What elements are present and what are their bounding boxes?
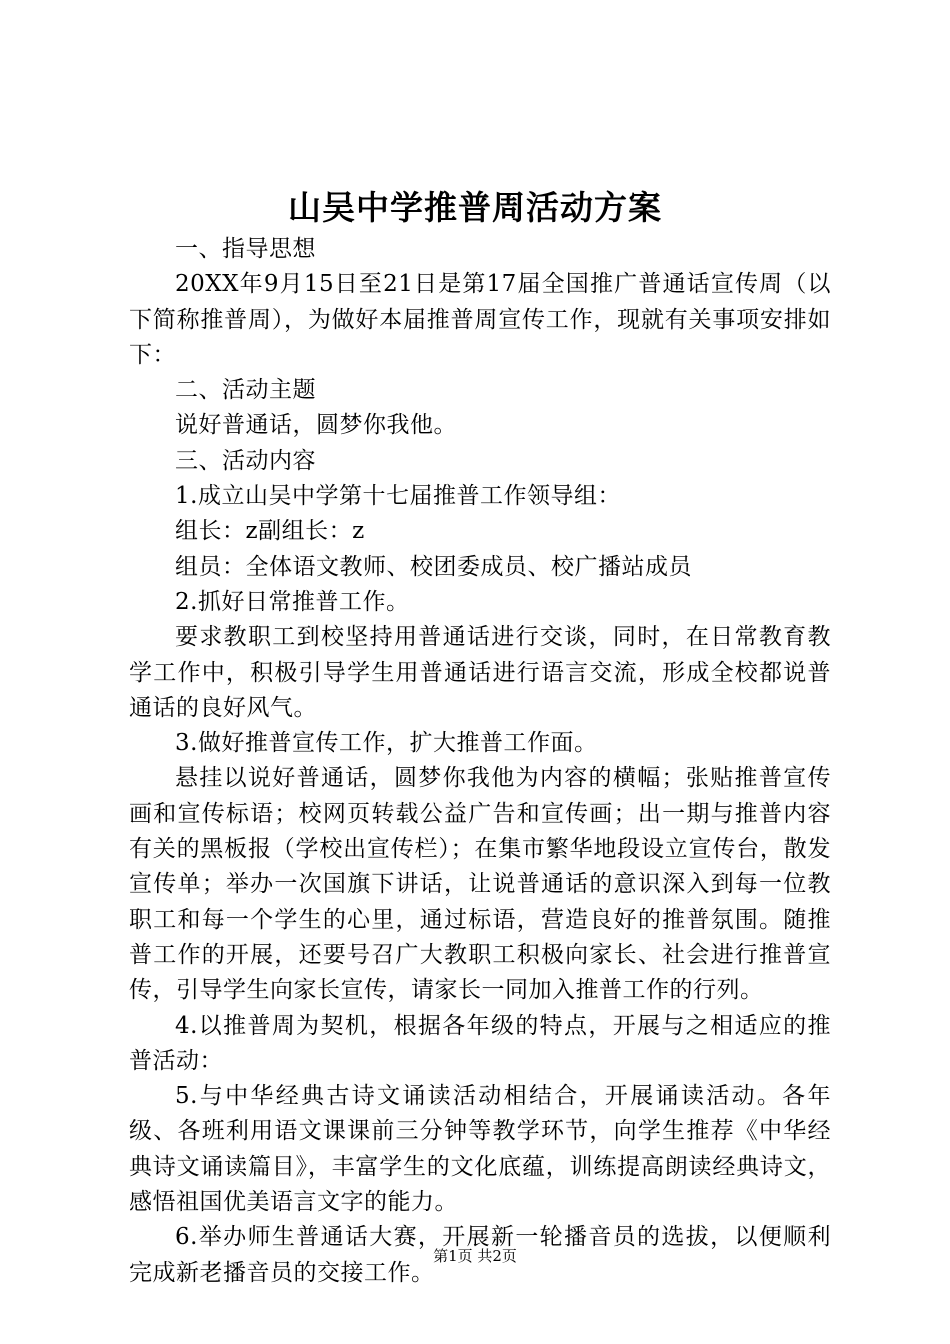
paragraph-intro: 20XX年9月15日至21日是第17届全国推广普通话宣传周（以下简称推普周），为做好本届推普周宣传工作，现就有关事项安排如下： xyxy=(129,271,831,368)
list-item-6: 6.举办师生普通话大赛，开展新一轮播音员的选拔，以便顺利完成新老播音员的交接工作。 xyxy=(129,1224,831,1286)
paragraph-members: 组员：全体语文教师、校团委成员、校广播站成员 xyxy=(175,553,692,580)
paragraph-theme: 说好普通话，圆梦你我他。 xyxy=(175,412,457,439)
list-item-4: 4.以推普周为契机，根据各年级的特点，开展与之相适应的推普活动： xyxy=(129,1012,831,1074)
section-heading-theme: 二、活动主题 xyxy=(175,377,316,404)
paragraph-publicity: 悬挂以说好普通话，圆梦你我他为内容的横幅；张贴推普宣传画和宣传标语；校网页转载公益广告和宣传画；出一期与推普内容有关的黑板报（学校出宣传栏）；在集市繁华地段设立宣传台，散发宣传单；举办一次国旗下讲话，让说普通话的意识深入到每一位教职工和每一个学生的心里，通过标语，营造良好的推普氛围。随推普工作的开展，还要号召广大教职工积极向家长、社会进行推普宣传，引导学生向家长宣传，请家长一同加入推普工作的行列。 xyxy=(129,765,831,1004)
document-body xyxy=(129,232,831,1291)
list-item-5: 5.与中华经典古诗文诵读活动相结合，开展诵读活动。各年级、各班利用语文课课前三分钟等教学环节，向学生推荐《中华经典诗文诵读篇目》，丰富学生的文化底蕴，训练提高朗读经典诗文，感悟祖国优美语言文字的能力。 xyxy=(129,1083,831,1216)
paragraph-daily-work: 要求教职工到校坚持用普通话进行交谈，同时，在日常教育教学工作中，积极引导学生用普通话进行语言交流，形成全校都说普通话的良好风气。 xyxy=(129,624,831,721)
section-heading-guiding-ideology: 一、指导思想 xyxy=(175,236,316,262)
list-item-2: 2.抓好日常推普工作。 xyxy=(175,588,410,615)
page-number: 第1页 共2页 xyxy=(433,1247,517,1265)
document-title: 山吴中学推普周活动方案 xyxy=(288,188,662,227)
paragraph-leaders: 组长：z副组长：z xyxy=(175,518,365,545)
list-item-3: 3.做好推普宣传工作，扩大推普工作面。 xyxy=(175,730,598,757)
section-heading-content: 三、活动内容 xyxy=(175,447,316,474)
list-item-1: 1.成立山吴中学第十七届推普工作领导组： xyxy=(175,483,621,510)
